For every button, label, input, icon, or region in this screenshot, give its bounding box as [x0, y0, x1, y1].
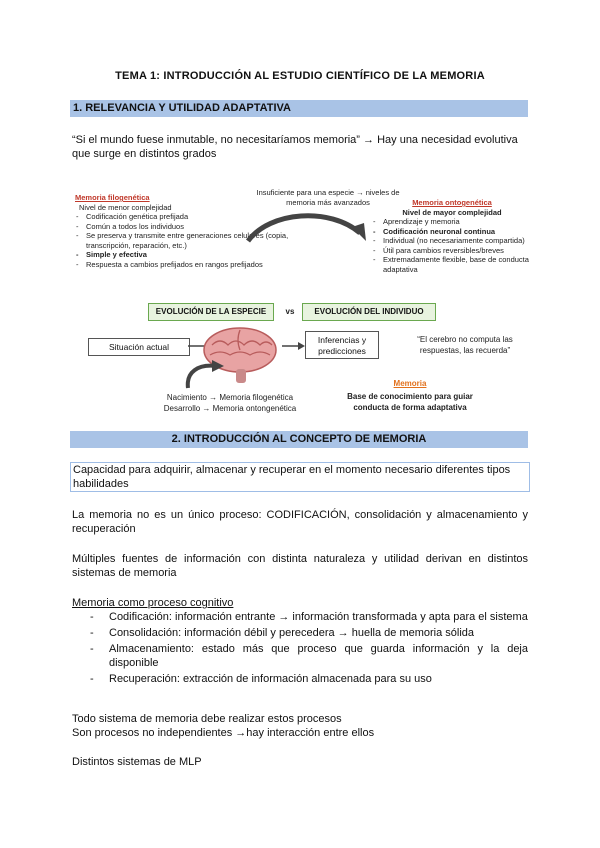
onto-item: - Extremadamente flexible, base de conducta adaptativa: [372, 255, 532, 274]
ontogenetic-subtitle: Nivel de mayor complejidad: [402, 207, 502, 217]
current-situation-box: Situación actual: [88, 338, 190, 356]
paragraph-sources: Múltiples fuentes de información con distinta naturaleza y utilidad derivan en distintos sistemas de memoria: [72, 553, 528, 579]
phylo-item: - Simple y efectiva: [75, 250, 290, 260]
memory-description: Base de conocimiento para guiar conducta de forma adaptativa: [347, 392, 473, 412]
phylo-item: - Se preserva y transmite entre generaciones celulares (copia, transcripción, reparación, etc.): [75, 231, 290, 250]
development-label: Desarrollo → Memoria ontongenética: [163, 404, 297, 413]
versus-label: vs: [285, 307, 295, 316]
list-item: - Codificación: información entrante → información transformada y apta para el sistema: [90, 610, 528, 624]
phylogenetic-subtitle: Nivel de menor complejidad: [79, 202, 172, 212]
ontogenetic-block: [372, 198, 532, 274]
phylo-item: - Común a todos los individuos: [75, 222, 290, 232]
onto-item: - Útil para cambios reversibles/breves: [372, 246, 532, 256]
paragraph-all-systems: Todo sistema de memoria debe realizar estos procesos: [72, 713, 342, 725]
onto-item: - Aprendizaje y memoria: [372, 217, 532, 227]
paragraph-interaction: Son procesos no independientes →hay interacción entre ellos: [72, 727, 375, 739]
list-item: - Recuperación: extracción de información almacenada para su uso: [90, 672, 528, 686]
process-list: [90, 610, 528, 688]
section-1-heading: 1. RELEVANCIA Y UTILIDAD ADAPTATIVA: [70, 100, 528, 117]
species-evolution-box: EVOLUCIÓN DE LA ESPECIE: [148, 303, 274, 321]
onto-item: - Codificación neuronal continua: [372, 227, 532, 237]
individual-evolution-box: EVOLUCIÓN DEL INDIVIDUO: [302, 303, 436, 321]
list-item: - Almacenamiento: estado más que proceso que guarda información y la deja disponible: [90, 642, 528, 670]
memory-definition: Capacidad para adquirir, almacenar y recuperar en el momento necesario diferentes tipos habilidades: [70, 462, 530, 492]
birth-label: Nacimiento → Memoria filogenética: [166, 393, 294, 402]
ontogenetic-title: Memoria ontogenética: [412, 198, 492, 207]
list-item: - Consolidación: información débil y perecedera → huella de memoria sólida: [90, 626, 528, 640]
memory-label: Memoria: [393, 379, 427, 388]
curved-arrow: [240, 205, 370, 245]
document-title: TEMA 1: INTRODUCCIÓN AL ESTUDIO CIENTÍFICO DE LA MEMORIA: [115, 70, 485, 82]
evolution-quote: “Si el mundo fuese inmutable, no necesitaríamos memoria” → Hay una necesidad evolutiva que surge en distintos grados: [72, 134, 518, 160]
onto-item: - Individual (no necesariamente compartida): [372, 236, 532, 246]
insufficient-note: Insuficiente para una especie → niveles de memoria más avanzados: [256, 188, 400, 207]
feedback-arrow: [178, 360, 228, 390]
brain-quote: “El cerebro no computa las respuestas, las recuerda”: [417, 335, 513, 355]
paragraph-processes: La memoria no es un único proceso: CODIFICACIÓN, consolidación y almacenamiento y recuperación: [72, 509, 528, 535]
phylo-item: - Codificación genética prefijada: [75, 212, 290, 222]
inference-arrow: [282, 340, 306, 352]
paragraph-mlp: Distintos sistemas de MLP: [72, 756, 202, 768]
inferences-box: Inferencias y predicciones: [305, 331, 379, 359]
section-2-heading: 2. INTRODUCCIÓN AL CONCEPTO DE MEMORIA: [70, 431, 528, 448]
phylogenetic-title: Memoria filogenética: [75, 193, 150, 202]
phylo-item: - Respuesta a cambios prefijados en rangos prefijados: [75, 260, 290, 270]
process-heading: Memoria como proceso cognitivo: [72, 597, 234, 609]
